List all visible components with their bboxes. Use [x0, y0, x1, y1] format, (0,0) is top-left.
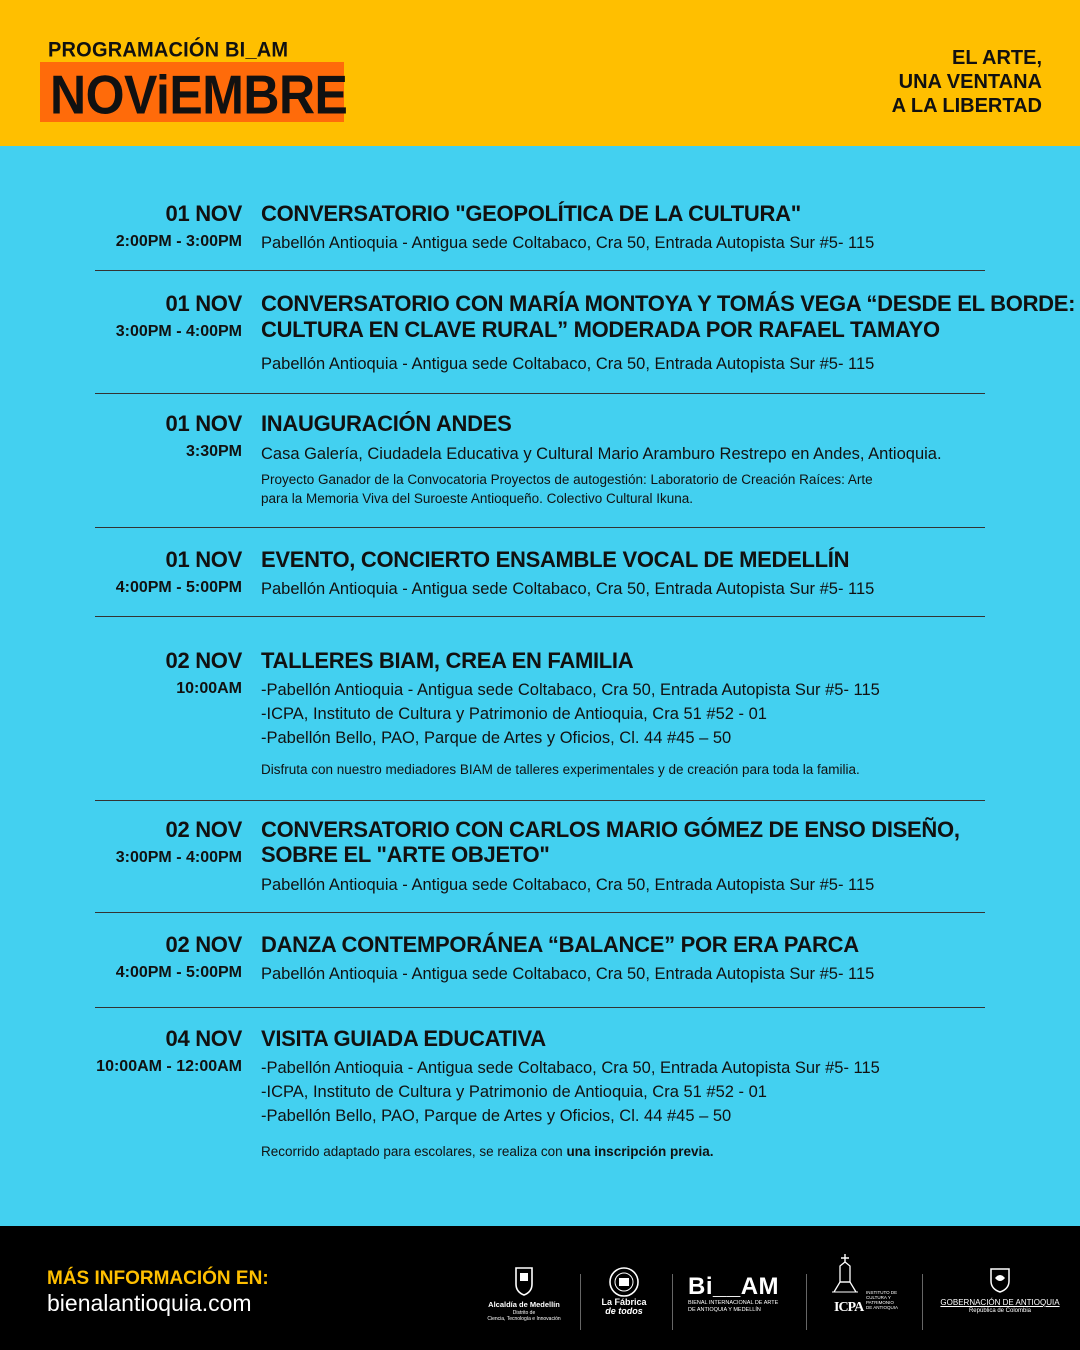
footer-band [0, 1226, 1080, 1350]
event-time: 4:00PM - 5:00PM [115, 579, 242, 596]
event-title-line: CONVERSATORIO CON MARÍA MONTOYA Y TOMÁS VEGA “DESDE EL BORDE: [261, 291, 1076, 316]
event-location: Pabellón Antioquia - Antigua sede Coltabaco, Cra 50, Entrada Autopista Sur #5- 115 [261, 876, 875, 894]
event-location: -Pabellón Bello, PAO, Parque de Artes y Oficios, Cl. 44 #45 – 50 [261, 729, 732, 747]
tagline-line: A LA LIBERTAD [891, 95, 1042, 117]
icpa-sub: INSTITUTO DE [866, 1290, 898, 1295]
gobernacion-sub: República de Colombia [968, 1308, 1032, 1314]
event-date: 01 NOV [165, 291, 242, 316]
event-note: para la Memoria Viva del Suroeste Antioqueño. Colectivo Cultural Ikuna. [261, 491, 693, 506]
event-time: 3:00PM - 4:00PM [115, 849, 242, 866]
event-date: 01 NOV [165, 411, 242, 436]
event-title: EVENTO, CONCIERTO ENSAMBLE VOCAL DE MEDELLÍN [261, 547, 850, 572]
event-time: 10:00AM - 12:00AM [96, 1058, 242, 1075]
alcaldia-medellin-logo [482, 1266, 566, 1332]
event-date: 04 NOV [165, 1026, 242, 1051]
event-title: TALLERES BIAM, CREA EN FAMILIA [261, 648, 634, 673]
event-location: -ICPA, Instituto de Cultura y Patrimonio de Antioquia, Cra 51 #52 - 01 [261, 705, 767, 723]
event-location: Casa Galería, Ciudadela Educativa y Cultural Mario Aramburo Restrepo en Andes, Antioquia. [261, 445, 942, 463]
event-date: 01 NOV [165, 547, 242, 572]
event-note-text: Recorrido adaptado para escolares, se realiza con [261, 1144, 567, 1159]
icpa-sub: PATRIMONIO [866, 1300, 894, 1305]
event-date: 01 NOV [165, 201, 242, 226]
gobernacion-name: GOBERNACIÓN DE ANTIOQUIA [940, 1298, 1060, 1307]
divider [95, 616, 985, 617]
event-location: Pabellón Antioquia - Antigua sede Coltabaco, Cra 50, Entrada Autopista Sur #5- 115 [261, 965, 875, 983]
tagline-line: EL ARTE, [951, 47, 1042, 69]
fabrica-line1: La Fábrica [601, 1297, 647, 1307]
biam-sub: BIENAL INTERNACIONAL DE ARTE [688, 1300, 779, 1306]
shield-icon [988, 1266, 1012, 1294]
divider [95, 800, 985, 801]
event-time: 3:30PM [185, 443, 242, 460]
month-title: NOViEMBRE [50, 64, 348, 126]
event-location: Pabellón Antioquia - Antigua sede Coltabaco, Cra 50, Entrada Autopista Sur #5- 115 [261, 580, 875, 598]
header-band [0, 0, 1080, 146]
event-title: INAUGURACIÓN ANDES [261, 411, 512, 436]
alcaldia-name: Alcaldía de Medellín [488, 1300, 560, 1309]
event-location: -ICPA, Instituto de Cultura y Patrimonio de Antioquia, Cra 51 #52 - 01 [261, 1083, 767, 1101]
event-location: Pabellón Antioquia - Antigua sede Coltabaco, Cra 50, Entrada Autopista Sur #5- 115 [261, 234, 875, 252]
event-note: Proyecto Ganador de la Convocatoria Proyectos de autogestión: Laboratorio de Creación Raíces: Arte [261, 472, 873, 487]
website-link[interactable]: bienalantioquia.com [47, 1290, 252, 1316]
gobernacion-antioquia-logo [940, 1266, 1060, 1332]
coat-of-arms-icon [513, 1266, 535, 1296]
logo-divider [672, 1274, 673, 1330]
icpa-sub: CULTURA Y [866, 1295, 891, 1300]
program-kicker: PROGRAMACIÓN BI_AM [48, 38, 289, 62]
la-fabrica-logo [592, 1266, 656, 1332]
divider [95, 270, 985, 271]
event-title-line: CONVERSATORIO CON CARLOS MARIO GÓMEZ DE ENSO DISEÑO, [261, 817, 960, 842]
logo-divider [806, 1274, 807, 1330]
event-location: Pabellón Antioquia - Antigua sede Coltabaco, Cra 50, Entrada Autopista Sur #5- 115 [261, 355, 875, 373]
icpa-logo [828, 1266, 904, 1332]
biam-sub: DE ANTIOQUIA Y MEDELLÍN [688, 1306, 761, 1313]
event-date: 02 NOV [165, 817, 242, 842]
divider [95, 393, 985, 394]
alcaldia-sub: Ciencia, Tecnología e Innovación [487, 1316, 561, 1322]
event-location: -Pabellón Bello, PAO, Parque de Artes y Oficios, Cl. 44 #45 – 50 [261, 1107, 732, 1125]
tagline [892, 46, 1042, 118]
seal-icon [606, 1266, 642, 1298]
event-note: Disfruta con nuestro mediadores BIAM de talleres experimentales y de creación para toda la familia. [261, 762, 860, 777]
event-date: 02 NOV [165, 932, 242, 957]
icpa-sub: DE ANTIOQUIA [866, 1305, 899, 1310]
event-title: DANZA CONTEMPORÁNEA “BALANCE” POR ERA PARCA [261, 932, 859, 957]
event-time: 2:00PM - 3:00PM [115, 233, 242, 250]
divider [95, 527, 985, 528]
event-title-line: SOBRE EL "ARTE OBJETO" [261, 842, 550, 867]
event-time: 3:00PM - 4:00PM [115, 323, 242, 340]
fabrica-line2: de todos [605, 1306, 643, 1316]
divider [95, 912, 985, 913]
divider [95, 1007, 985, 1008]
event-note [261, 1142, 713, 1162]
event-title: CONVERSATORIO "GEOPOLÍTICA DE LA CULTURA" [261, 201, 801, 226]
logo-divider [580, 1274, 581, 1330]
event-location: -Pabellón Antioquia - Antigua sede Coltabaco, Cra 50, Entrada Autopista Sur #5- 115 [261, 1059, 880, 1077]
event-location: -Pabellón Antioquia - Antigua sede Coltabaco, Cra 50, Entrada Autopista Sur #5- 115 [261, 681, 880, 699]
logo-divider [922, 1274, 923, 1330]
event-date: 02 NOV [165, 648, 242, 673]
biam-logo [688, 1266, 788, 1332]
alcaldia-sub: Distrito de [512, 1310, 536, 1316]
event-time: 10:00AM [176, 680, 242, 697]
tagline-line: UNA VENTANA [898, 71, 1042, 93]
biam-mark: Bi__AM [688, 1273, 780, 1300]
event-title: VISITA GUIADA EDUCATIVA [261, 1026, 546, 1051]
event-time: 4:00PM - 5:00PM [115, 964, 242, 981]
month-badge [40, 62, 348, 126]
icpa-mark: ICPA [834, 1300, 864, 1315]
more-info-label: MÁS INFORMACIÓN EN: [47, 1268, 269, 1289]
event-note-emphasis: una inscripción previa. [566, 1144, 714, 1159]
event-title-line: CULTURA EN CLAVE RURAL” MODERADA POR RAFAEL TAMAYO [261, 317, 940, 342]
